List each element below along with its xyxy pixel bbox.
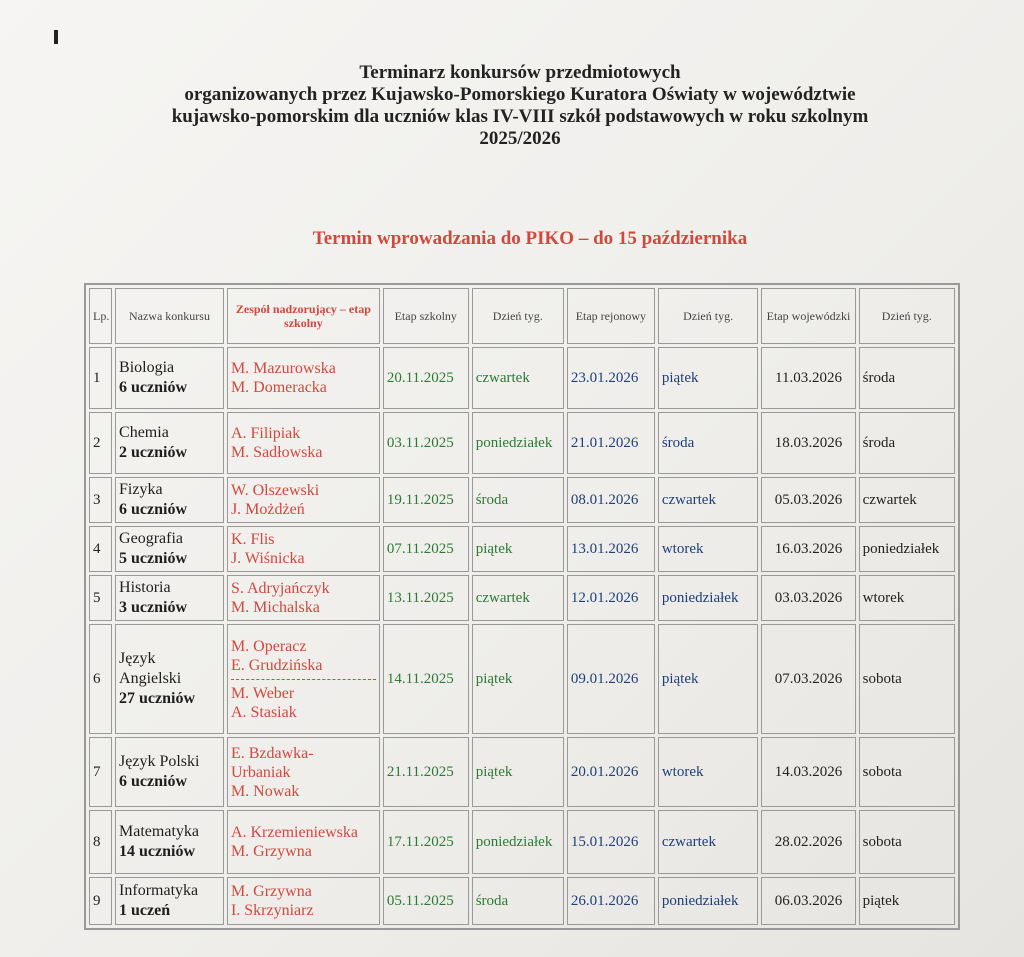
voiv-day: wtorek: [859, 575, 955, 621]
team-member: M. Sadłowska: [230, 444, 323, 461]
subject: Biologia: [119, 359, 175, 376]
table-row: [89, 810, 955, 874]
col-day2: Dzień tyg.: [658, 288, 759, 344]
col-name: Nazwa konkursu: [115, 288, 224, 344]
team-member: M. Grzywna: [230, 843, 312, 860]
student-count: 2 uczniów: [119, 444, 188, 461]
col-lp: Lp.: [89, 288, 112, 344]
student-count: 6 uczniów: [119, 379, 188, 396]
regional-day: piątek: [658, 624, 759, 734]
team-member: A. Filipiak: [230, 425, 301, 442]
row-subject-cell: [115, 810, 224, 874]
col-day1: Dzień tyg.: [472, 288, 564, 344]
student-count: 27 uczniów: [119, 690, 196, 707]
regional-date: 20.01.2026: [567, 737, 655, 807]
school-date: 21.11.2025: [383, 737, 469, 807]
col-voiv: Etap wojewódzki: [761, 288, 855, 344]
header-line-4: 2025/2026: [479, 128, 561, 149]
school-day: piątek: [472, 737, 564, 807]
row-subject-cell: [115, 347, 224, 409]
school-day: środa: [472, 477, 564, 523]
row-subject-cell: [115, 477, 224, 523]
subject: Język Angielski: [119, 650, 182, 687]
team-member: M. Weber: [230, 684, 295, 702]
row-team: [227, 575, 380, 621]
team-member: M. Domeracka: [230, 379, 327, 396]
regional-day: piątek: [658, 347, 759, 409]
regional-day: wtorek: [658, 526, 759, 572]
table-row: [89, 877, 955, 925]
table-row: [89, 477, 955, 523]
regional-date: 09.01.2026: [567, 624, 655, 734]
school-day: środa: [472, 877, 564, 925]
student-count: 3 uczniów: [119, 599, 188, 616]
voiv-date: 11.03.2026: [761, 347, 855, 409]
voiv-day: piątek: [859, 877, 955, 925]
table-row: [89, 412, 955, 474]
regional-day: poniedziałek: [658, 575, 759, 621]
row-subject-cell: [115, 526, 224, 572]
competition-schedule-table: [84, 283, 960, 930]
regional-date: 12.01.2026: [567, 575, 655, 621]
row-lp: 4: [89, 526, 112, 572]
team-member: S. Adryjańczyk: [230, 580, 330, 597]
school-date: 07.11.2025: [383, 526, 469, 572]
voiv-date: 18.03.2026: [761, 412, 855, 474]
student-count: 6 uczniów: [119, 501, 188, 518]
regional-day: środa: [658, 412, 759, 474]
school-date: 13.11.2025: [383, 575, 469, 621]
team-member: Urbaniak: [230, 763, 291, 781]
voiv-date: 05.03.2026: [761, 477, 855, 523]
subject: Fizyka: [119, 481, 163, 498]
row-subject-cell: [115, 412, 224, 474]
row-team: [227, 477, 380, 523]
team-member: M. Mazurowska: [230, 360, 336, 377]
col-school: Etap szkolny: [383, 288, 469, 344]
school-day: czwartek: [472, 347, 564, 409]
table-row: [89, 526, 955, 572]
team-divider: [231, 679, 376, 680]
subject: Historia: [119, 579, 171, 596]
team-member: M. Michalska: [230, 599, 320, 616]
voiv-date: 16.03.2026: [761, 526, 855, 572]
table-row: [89, 624, 955, 734]
row-team: [227, 412, 380, 474]
row-lp: 5: [89, 575, 112, 621]
school-date: 03.11.2025: [383, 412, 469, 474]
student-count: 5 uczniów: [119, 550, 188, 567]
regional-day: czwartek: [658, 810, 759, 874]
col-day3: Dzień tyg.: [859, 288, 955, 344]
regional-date: 15.01.2026: [567, 810, 655, 874]
school-date: 17.11.2025: [383, 810, 469, 874]
subject: Informatyka: [119, 882, 199, 899]
header-line-2: organizowanych przez Kujawsko-Pomorskiego Kuratora Oświaty w województwie: [184, 84, 856, 105]
voiv-date: 14.03.2026: [761, 737, 855, 807]
row-team: [227, 877, 380, 925]
header-line-3: kujawsko-pomorskim dla uczniów klas IV-VIII szkół podstawowych w roku szkolnym: [171, 106, 869, 127]
regional-day: wtorek: [658, 737, 759, 807]
regional-date: 13.01.2026: [567, 526, 655, 572]
row-lp: 1: [89, 347, 112, 409]
piko-deadline-notice: Termin wprowadzania do PIKO – do 15 października: [312, 228, 748, 249]
subject: Matematyka: [119, 823, 199, 840]
subject: Chemia: [119, 424, 169, 441]
row-lp: 8: [89, 810, 112, 874]
team-member: W. Olszewski: [230, 482, 320, 499]
row-lp: 7: [89, 737, 112, 807]
pen-mark: [54, 30, 58, 44]
col-team: Zespół nadzorujący – etap szkolny: [227, 288, 380, 344]
voiv-date: 07.03.2026: [761, 624, 855, 734]
voiv-day: czwartek: [859, 477, 955, 523]
voiv-day: środa: [859, 347, 955, 409]
table-row: [89, 737, 955, 807]
voiv-day: sobota: [859, 737, 955, 807]
team-member: J. Możdżeń: [230, 501, 305, 518]
row-subject-cell: [115, 737, 224, 807]
col-regional: Etap rejonowy: [567, 288, 655, 344]
table-row: [89, 347, 955, 409]
row-team: [227, 526, 380, 572]
school-date: 14.11.2025: [383, 624, 469, 734]
student-count: 6 uczniów: [119, 773, 188, 790]
regional-date: 26.01.2026: [567, 877, 655, 925]
row-subject-cell: [115, 877, 224, 925]
voiv-date: 03.03.2026: [761, 575, 855, 621]
school-day: poniedziałek: [472, 412, 564, 474]
team-member: E. Bzdawka-: [230, 744, 314, 762]
team-member: M. Grzywna: [230, 883, 312, 900]
table-row: [89, 575, 955, 621]
voiv-date: 06.03.2026: [761, 877, 855, 925]
regional-date: 23.01.2026: [567, 347, 655, 409]
voiv-day: poniedziałek: [859, 526, 955, 572]
school-date: 05.11.2025: [383, 877, 469, 925]
team-member: A. Krzemieniewska: [230, 824, 358, 841]
row-team: [227, 737, 380, 807]
team-member: K. Flis: [230, 531, 275, 548]
header-line-1: Terminarz konkursów przedmiotowych: [359, 62, 681, 83]
school-day: piątek: [472, 624, 564, 734]
row-team: [227, 810, 380, 874]
team-member: E. Grudzińska: [230, 656, 323, 674]
subject: Geografia: [119, 530, 183, 547]
row-lp: 6: [89, 624, 112, 734]
regional-day: poniedziałek: [658, 877, 759, 925]
document-header: [80, 62, 960, 150]
voiv-day: środa: [859, 412, 955, 474]
team-member: M. Nowak: [230, 782, 300, 800]
row-team: [227, 347, 380, 409]
voiv-date: 28.02.2026: [761, 810, 855, 874]
row-team: [227, 624, 380, 734]
school-date: 20.11.2025: [383, 347, 469, 409]
row-lp: 2: [89, 412, 112, 474]
team-member: I. Skrzyniarz: [230, 902, 314, 919]
row-subject-cell: [115, 624, 224, 734]
row-lp: 3: [89, 477, 112, 523]
student-count: 1 uczeń: [119, 902, 171, 919]
regional-date: 21.01.2026: [567, 412, 655, 474]
table-header-row: [89, 288, 955, 344]
row-subject-cell: [115, 575, 224, 621]
school-day: czwartek: [472, 575, 564, 621]
team-member: A. Stasiak: [230, 703, 297, 721]
voiv-day: sobota: [859, 624, 955, 734]
row-lp: 9: [89, 877, 112, 925]
team-member: M. Operacz: [230, 637, 307, 655]
regional-date: 08.01.2026: [567, 477, 655, 523]
school-date: 19.11.2025: [383, 477, 469, 523]
team-member: J. Wiśnicka: [230, 550, 305, 567]
voiv-day: sobota: [859, 810, 955, 874]
school-day: poniedziałek: [472, 810, 564, 874]
student-count: 14 uczniów: [119, 843, 196, 860]
school-day: piątek: [472, 526, 564, 572]
subject: Język Polski: [119, 753, 200, 770]
regional-day: czwartek: [658, 477, 759, 523]
